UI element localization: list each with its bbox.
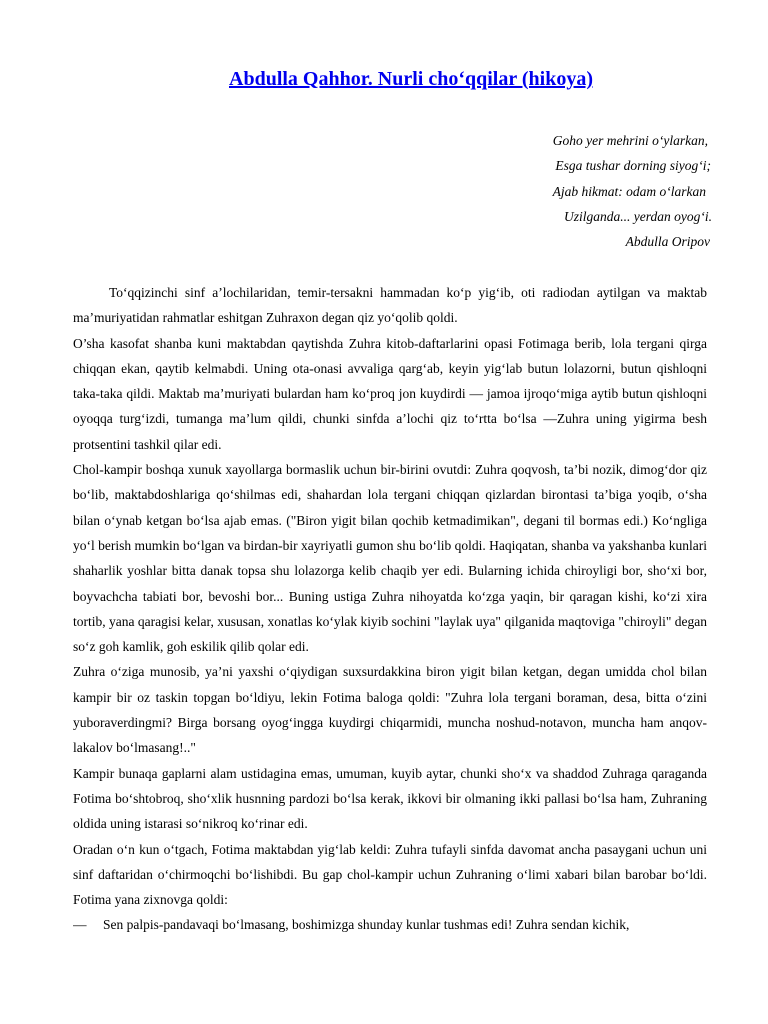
story-paragraph: Chol-kampir boshqa xunuk xayollarga bormaslik uchun bir-birini ovutdi: Zuhra qoqvosh, ta’bi nozik, dimog‘dor qiz bo‘lib, maktabdoshlariga qo‘shilmas edi, shahardan lola tergani chiqqan qizlardan birontasi ta’biga yoqib, o‘sha bilan o‘ynab ketgan bo‘lsa ajab emas. ("Biron yigit bilan qochib ketmadimikan", degani til bormas edi.) Ko‘ngliga yo‘l berish mumkin bo‘lgan va birdan-bir xayriyatli gumon shu bo‘lib qoldi. Haqiqatan, shanba va yakshanba kunlari shaharlik yoshlar bitta danak topsa shu lolazorga kelib chaqib yer edi. Bularning ichida chiroyligi bor, sho‘xi bor, boyvachcha tabiati bor, bevoshi bor... Buning ustiga Zuhra nihoyatda ko‘zga yaqin, bir qaragan kishi, ko‘zi xira tortib, yana qaragisi kelar, xususan, xonatlas ko‘ylak kiyib sochini "laylak uya" qilganida maqtoviga "chiroyli" degan so‘z goh kamlik, goh eskilik qilib qolar edi. [73, 462, 707, 655]
story-body [73, 280, 707, 938]
story-paragraph: Kampir bunaqa gaplarni alam ustidagina emas, umuman, kuyib aytar, chunki sho‘x va shaddod Zuhraga qaraganda Fotima bo‘shtobroq, sho‘xlik husnning pardozi bo‘lsa kerak, ikkovi bir olmaning ikki pallasi bo‘lsa ham, Zuhraning oldida uning istarasi so‘nikroq ko‘rinar edi. [73, 765, 707, 832]
story-paragraph: O’sha kasofat shanba kuni maktabdan qaytishda Zuhra kitob-daftarlarini opasi Fotimaga berib, lola tergani qirga chiqqan ekan, qaytib kelmabdi. Uning ota-onasi avvaliga qarg‘ab, keyin yig‘lab butun lolazorni, butun qishloqni taka-taka qildi. Maktab ma’muriyati bulardan ham ko‘proq jon kuydirdi — jamoa ijroqo‘miga aytib butun qishloqni oyoqqa turg‘izdi, tumanga ma’lum qildi, chunki sinfda a’lochi qiz to‘rtta bo‘lsa —Zuhra uning yigirma besh protsentini tashkil qilar edi. [73, 335, 707, 452]
epigraph-line: Uzilganda... yerdan oyog‘i. [564, 208, 712, 224]
story-paragraph: To‘qqizinchi sinf a’lochilaridan, temir-tersakni hammadan ko‘p yig‘ib, oti radiodan aytilgan va maktab ma’muriyatidan rahmatlar eshitgan Zuhraxon degan qiz yo‘qolib qoldi. [73, 285, 707, 326]
epigraph-line: Ajab hikmat: odam o‘larkan [552, 183, 706, 199]
story-paragraph: Zuhra o‘ziga munosib, ya’ni yaxshi o‘qiydigan suxsurdakkina biron yigit bilan ketgan, degan umidda chol bilan kampir bir oz taskin topgan bo‘ldiyu, lekin Fotima baloga qoldi: "Zuhra lola tergani boraman, desa, bitta o‘zini yuboraverdingmi? Birga borsang oyog‘ingga kuydirgi chiqarmidi, muncha noshud-notavon, muncha ham anqov-lakalov bo‘lmasang!.." [73, 664, 707, 756]
epigraph-line: Goho yer mehrini o‘ylarkan, [552, 133, 708, 148]
epigraph-author: Abdulla Oripov [625, 234, 710, 250]
dialogue-line [73, 912, 707, 937]
epigraph [553, 128, 712, 254]
dialogue-text: Sen palpis-pandavaqi bo‘lmasang, boshimizga shunday kunlar tushmas edi! Zuhra sendan kichik, [103, 917, 630, 933]
dialogue-dash: — [73, 917, 87, 933]
document-title-link[interactable]: Abdulla Qahhor. Nurli cho‘qqilar (hikoya) [229, 68, 593, 90]
story-paragraph: Oradan o‘n kun o‘tgach, Fotima maktabdan yig‘lab keldi: Zuhra tufayli sinfda davomat ancha pasaygani uchun uni sinf daftaridan o‘chirmoqchi bo‘lishibdi. Bu gap chol-kampir uchun Zuhraning o‘limi xabari bilan barobar bo‘ldi. Fotima yana zixnovga qoldi: [73, 841, 707, 908]
epigraph-line: Esga tushar dorning siyog‘i; [555, 158, 711, 174]
